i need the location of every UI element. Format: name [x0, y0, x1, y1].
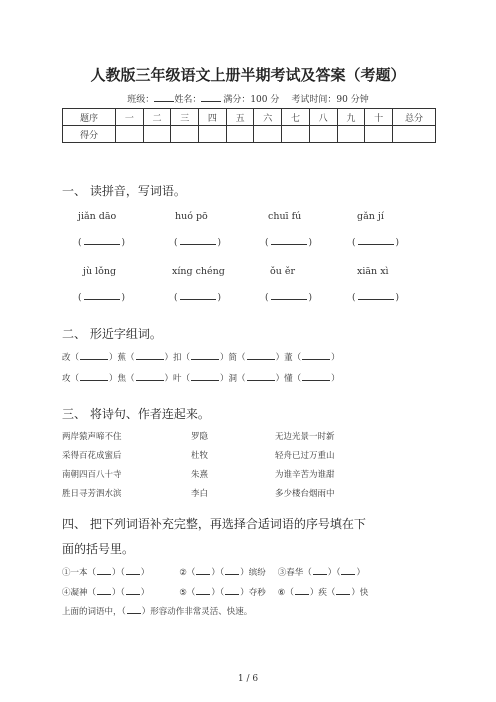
score-header-cell: 八 [309, 109, 337, 126]
answer-blank[interactable]: ( ) [265, 293, 313, 303]
exam-meta [0, 92, 496, 105]
poet-name[interactable]: 杜牧 [191, 451, 209, 461]
section-2-heading: 二、 形近字组词。 [62, 327, 162, 341]
answer-blank[interactable] [336, 586, 350, 595]
idiom-row: ④凝神（ ）（ ） ⑤（ ）（ ）夺秒 ⑥（ ）疾（ ）快 [62, 588, 369, 598]
section-3-heading: 三、 将诗句、作者连起来。 [62, 407, 210, 421]
answer-blank[interactable] [97, 566, 111, 575]
section-1-heading: 一、 读拼音，写词语。 [62, 184, 186, 198]
score-cell[interactable] [393, 126, 436, 143]
score-cell[interactable] [309, 126, 337, 143]
answer-blank[interactable] [136, 372, 164, 381]
idiom-row: ①一本（ ）（ ） ②（ ）（ ）缤纷 ③春华（ ）（ ） [62, 568, 365, 578]
score-header-cell: 十 [365, 109, 393, 126]
answer-blank[interactable] [247, 372, 275, 381]
poet-name[interactable]: 罗隐 [191, 432, 209, 442]
score-header-cell: 三 [171, 109, 199, 126]
score-cell[interactable] [226, 126, 254, 143]
score-cell[interactable] [282, 126, 310, 143]
answer-blank[interactable] [80, 372, 108, 381]
pinyin-item: gǎn jí [357, 211, 384, 222]
pinyin-item: jiǎn dāo [78, 211, 117, 222]
answer-blank[interactable] [80, 351, 108, 360]
poem-line[interactable]: 无边光景一时新 [275, 432, 335, 442]
answer-blank[interactable]: ( ) [174, 293, 222, 303]
answer-blank[interactable]: ( ) [265, 238, 313, 248]
score-cell[interactable] [171, 126, 199, 143]
answer-blank[interactable]: ( ) [352, 293, 400, 303]
score-header-cell: 总分 [393, 109, 436, 126]
full-score: 满分：100 分 [223, 95, 280, 105]
answer-blank[interactable] [126, 586, 140, 595]
poem-line[interactable]: 胜日寻芳泗水滨 [62, 489, 122, 499]
pinyin-item: chuī fú [268, 211, 302, 222]
score-cell[interactable] [199, 126, 227, 143]
class-label: 班级： [127, 95, 155, 105]
answer-blank[interactable] [136, 351, 164, 360]
poet-name[interactable]: 朱熹 [191, 470, 209, 480]
answer-blank[interactable]: ( ) [352, 238, 400, 248]
name-label: 姓名： [174, 95, 202, 105]
poem-line[interactable]: 南朝四百八十寺 [62, 470, 122, 480]
page-number: 1 / 6 [237, 674, 259, 684]
score-header-cell: 题序 [63, 109, 116, 126]
idiom-question: 上面的词语中，（ ）形容动作非常灵活、快速。 [62, 607, 253, 617]
answer-blank[interactable] [191, 351, 219, 360]
answer-blank[interactable]: ( ) [174, 238, 222, 248]
answer-blank[interactable] [196, 586, 210, 595]
score-row-label: 得分 [63, 126, 116, 143]
answer-blank[interactable] [191, 372, 219, 381]
answer-blank[interactable] [126, 566, 140, 575]
word-group-row: 改（ ）蕉（ ）扣（ ）简（ ）董（ ） [62, 353, 340, 363]
score-cell[interactable] [254, 126, 282, 143]
answer-blank[interactable] [196, 566, 210, 575]
answer-blank[interactable] [97, 586, 111, 595]
score-cell[interactable] [365, 126, 393, 143]
pinyin-item: huó pō [175, 211, 208, 222]
pinyin-item: ǒu ěr [270, 266, 296, 277]
score-header-cell: 六 [254, 109, 282, 126]
score-header-cell: 七 [282, 109, 310, 126]
pinyin-item: xiān xì [357, 266, 389, 277]
score-cell[interactable] [337, 126, 365, 143]
word-group-row: 攻（ ）焦（ ）叶（ ）洞（ ）懂（ ） [62, 374, 340, 384]
answer-blank[interactable] [302, 351, 330, 360]
score-header-cell: 一 [116, 109, 144, 126]
answer-blank[interactable] [127, 605, 141, 614]
poem-line[interactable]: 多少楼台烟雨中 [275, 489, 335, 499]
answer-blank[interactable] [247, 351, 275, 360]
class-blank[interactable] [154, 92, 174, 102]
answer-blank[interactable] [313, 566, 327, 575]
score-table-header [63, 109, 436, 126]
score-table-row [63, 126, 436, 143]
answer-blank[interactable]: ( ) [78, 238, 126, 248]
page-title: 人教版三年级语文上册半期考试及答案（考题） [90, 66, 406, 84]
answer-blank[interactable] [225, 586, 239, 595]
score-cell[interactable] [116, 126, 144, 143]
answer-blank[interactable]: ( ) [78, 293, 126, 303]
poem-line[interactable]: 轻舟已过万重山 [275, 451, 335, 461]
score-header-cell: 九 [337, 109, 365, 126]
pinyin-item: jù lǒng [83, 266, 117, 277]
name-blank[interactable] [201, 92, 221, 102]
section-4-heading-cont: 面的括号里。 [62, 542, 135, 556]
section-4-heading: 四、 把下列词语补充完整，再选择合适词语的序号填在下 [62, 517, 366, 531]
pinyin-item: xíng chéng [172, 266, 225, 277]
score-header-cell: 五 [226, 109, 254, 126]
score-header-cell: 二 [143, 109, 171, 126]
poem-line[interactable]: 采得百花成蜜后 [62, 451, 122, 461]
exam-time: 考试时间：90 分钟 [291, 95, 369, 105]
poem-line[interactable]: 为谁辛苦为谁甜 [275, 470, 335, 480]
poem-line[interactable]: 两岸猿声啼不住 [62, 432, 122, 442]
answer-blank[interactable] [302, 372, 330, 381]
score-cell[interactable] [143, 126, 171, 143]
answer-blank[interactable] [341, 566, 355, 575]
score-header-cell: 四 [199, 109, 227, 126]
answer-blank[interactable] [295, 586, 309, 595]
score-table [62, 108, 436, 143]
answer-blank[interactable] [225, 566, 239, 575]
poet-name[interactable]: 李白 [191, 489, 209, 499]
